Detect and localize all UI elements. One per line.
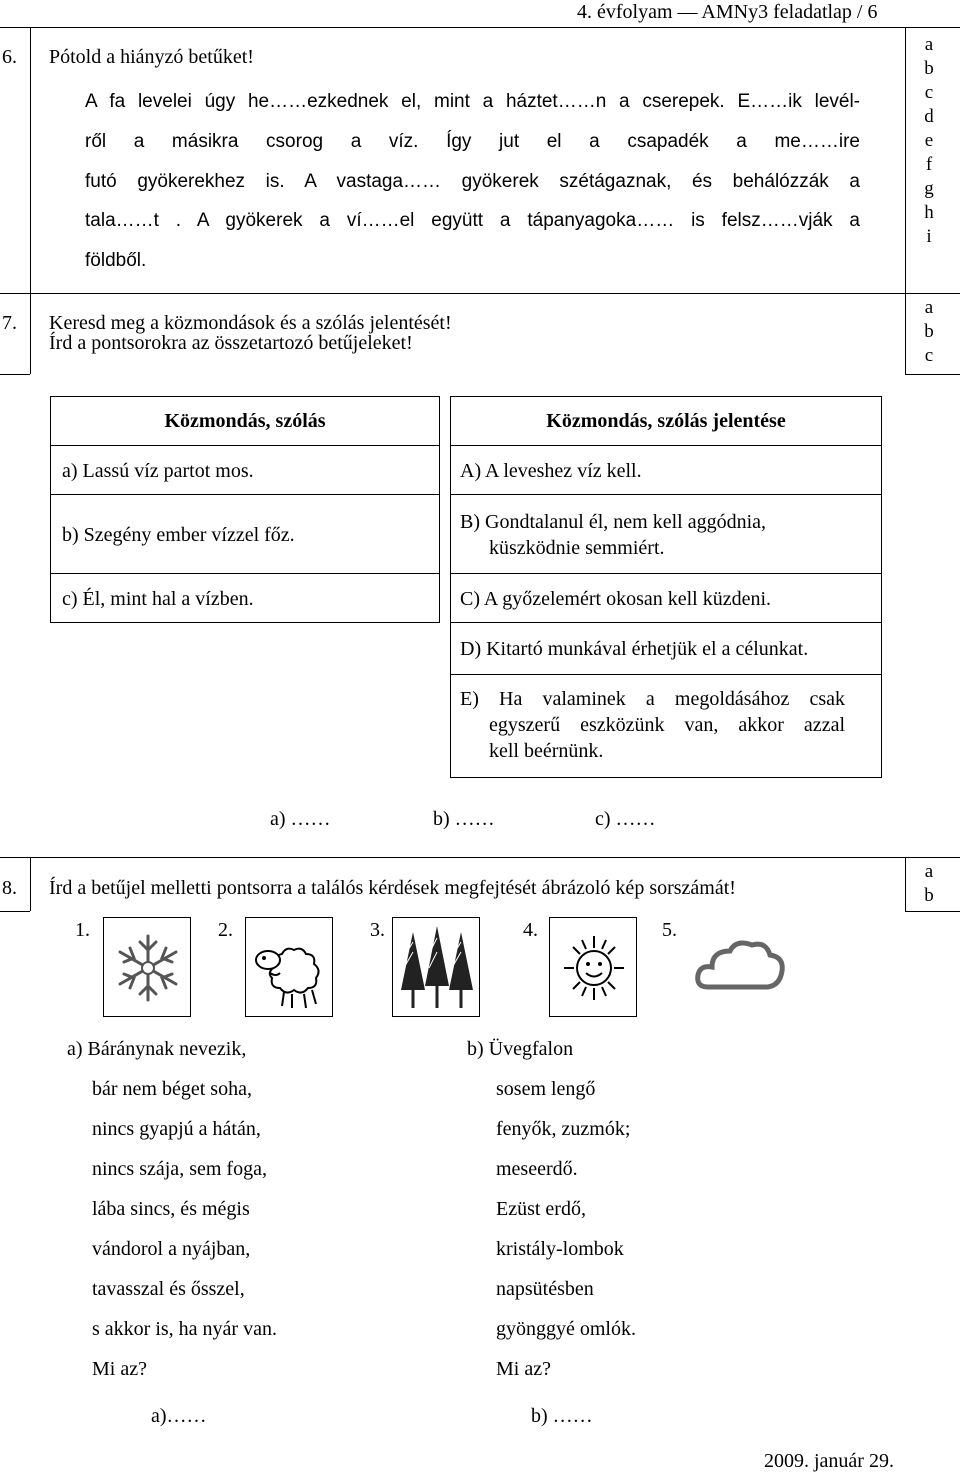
task7-score-letters xyxy=(905,296,953,368)
proverb-item: a) Lassú víz partot mos. xyxy=(62,460,254,482)
answer-a[interactable]: a) …… xyxy=(270,808,331,830)
task6-line: tala……t . A gyökerek a ví……el együtt a tápanyagoka…… is felsz……vják a xyxy=(85,210,860,231)
meaning-column-header: Közmondás, szólás jelentése xyxy=(546,410,786,432)
task8-number: 8. xyxy=(2,877,17,899)
meaning-item: D) Kitartó munkával érhetjük el a célunkat. xyxy=(460,638,809,660)
left-margin-line-8 xyxy=(30,857,31,911)
task7-subtitle: Írd a pontsorokra az összetartozó betűjeleket! xyxy=(49,332,413,354)
task6-line: futó gyökerekhez is. A vastaga…… gyökerek szétágaznak, és behálózzák a xyxy=(85,171,860,192)
picture-number: 5. xyxy=(662,919,677,941)
running-head: 4. évfolyam — AMNy3 feladatlap / 6 xyxy=(577,1,878,23)
riddle-b-line: fenyők, zuzmók; xyxy=(496,1118,631,1140)
meaning-item-cont: küszködnie semmiért. xyxy=(489,537,665,559)
task8-title: Írd a betűjel melletti pontsorra a találós kérdések megfejtését ábrázoló kép sorszámát! xyxy=(49,877,736,899)
score-letter: a xyxy=(924,297,934,318)
meaning-item: B) Gondtalanul él, nem kell aggódnia, xyxy=(460,511,767,533)
riddle-b-line: gyönggyé omlók. xyxy=(496,1318,636,1340)
riddle-b-line: meseerdő. xyxy=(496,1158,578,1180)
divider-7-8 xyxy=(0,857,960,858)
task6-line: ről a másikra csorog a víz. Így jut el a csapadék a me……ire xyxy=(85,131,860,152)
picture-number: 1. xyxy=(75,919,90,941)
riddle-answer-a[interactable]: a)…… xyxy=(151,1405,207,1427)
picture-number: 3. xyxy=(370,919,385,941)
divider-top xyxy=(0,27,960,28)
riddle-b-line: sosem lengő xyxy=(496,1078,596,1100)
task6-line: földből. xyxy=(85,250,147,271)
picture-4 xyxy=(549,917,637,1017)
task6-line: A fa levelei úgy he……ezkednek el, mint a háztet……n a cserepek. E……ik levél- xyxy=(85,91,860,112)
proverb-item: b) Szegény ember vízzel főz. xyxy=(62,524,295,546)
riddle-a-line: a) Báránynak nevezik, xyxy=(67,1038,247,1060)
riddle-a-line: nincs gyapjú a hátán, xyxy=(92,1118,261,1140)
picture-3 xyxy=(392,917,480,1017)
score-letter: c xyxy=(924,345,934,366)
meaning-item: A) A leveshez víz kell. xyxy=(460,460,642,482)
divider-7-end xyxy=(0,374,30,375)
riddle-b-line: napsütésben xyxy=(496,1278,594,1300)
task7-title: Keresd meg a közmondások és a szólás jelentését! xyxy=(49,312,452,334)
riddle-a-line: bár nem béget soha, xyxy=(92,1078,252,1100)
riddle-a-line: s akkor is, ha nyár van. xyxy=(92,1318,277,1340)
answer-c[interactable]: c) …… xyxy=(595,808,656,830)
picture-number: 2. xyxy=(218,919,233,941)
riddle-b-line: kristály-lombok xyxy=(496,1238,624,1260)
meaning-item: E) Ha valaminek a megoldásához csak xyxy=(460,688,845,710)
lamb-icon xyxy=(246,918,334,1018)
score-letter: d xyxy=(924,106,934,127)
divider-6-7 xyxy=(0,293,960,294)
riddle-a-line: lába sincs, és mégis xyxy=(92,1198,250,1220)
picture-number: 4. xyxy=(523,919,538,941)
divider-8-end xyxy=(0,911,30,912)
sun-icon xyxy=(550,918,638,1018)
left-margin-line-7 xyxy=(30,293,31,374)
proverb-item: c) Él, mint hal a vízben. xyxy=(62,588,254,610)
answer-b[interactable]: b) …… xyxy=(433,808,495,830)
meaning-item: C) A győzelemért okosan kell küzdeni. xyxy=(460,588,772,610)
fir-trees-icon xyxy=(393,918,481,1018)
picture-5 xyxy=(690,917,790,1017)
task8-score-letters xyxy=(905,860,953,908)
riddle-answer-b[interactable]: b) …… xyxy=(531,1405,593,1427)
riddle-b-line: Ezüst erdő, xyxy=(496,1198,586,1220)
score-letter: a xyxy=(924,861,934,882)
snowflake-icon xyxy=(104,918,192,1018)
score-letter: b xyxy=(924,885,934,906)
riddle-b xyxy=(0,1029,800,1389)
riddle-a-line: nincs szája, sem foga, xyxy=(92,1158,267,1180)
task6-score-letters xyxy=(905,33,953,249)
score-letter: b xyxy=(924,321,934,342)
score-letter: a xyxy=(924,34,934,55)
riddle-b-line: Mi az? xyxy=(496,1358,551,1380)
score-letter: g xyxy=(924,178,934,199)
left-margin-line-6 xyxy=(30,27,31,293)
meaning-item-cont: egyszerű eszközünk van, akkor azzal xyxy=(489,714,845,736)
task7-number: 7. xyxy=(2,312,17,334)
task6-number: 6. xyxy=(2,46,17,68)
divider-score-7-end xyxy=(905,374,960,375)
score-letter: i xyxy=(926,226,932,247)
picture-2 xyxy=(245,917,333,1017)
meaning-item-cont: kell beérnünk. xyxy=(489,740,604,762)
cloud-icon xyxy=(690,917,790,1017)
riddle-a-line: Mi az? xyxy=(92,1358,147,1380)
proverb-column-header: Közmondás, szólás xyxy=(164,410,326,432)
score-letter: e xyxy=(924,130,934,151)
meaning-cell xyxy=(450,494,882,574)
footer-date: 2009. január 29. xyxy=(764,1450,894,1472)
riddle-a-line: vándorol a nyájban, xyxy=(92,1238,251,1260)
riddle-a-line: tavasszal és ősszel, xyxy=(92,1278,245,1300)
score-letter: c xyxy=(924,82,934,103)
picture-1 xyxy=(103,917,191,1017)
divider-score-8-end xyxy=(905,911,960,912)
score-letter: f xyxy=(925,154,933,175)
score-letter: h xyxy=(924,202,934,223)
score-letter: b xyxy=(924,58,934,79)
task6-title: Pótold a hiányzó betűket! xyxy=(49,46,254,68)
riddle-b-line: b) Üvegfalon xyxy=(467,1038,574,1060)
